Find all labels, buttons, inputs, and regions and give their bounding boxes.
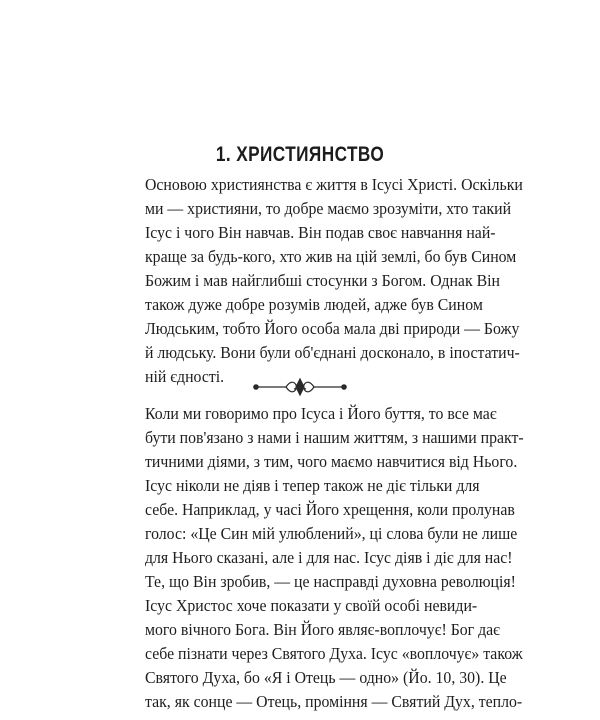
paragraph-2-line-2: бути пов'язано з нами і нашим життям, з нашими практ-: [145, 428, 524, 447]
paragraph-1-line-1: Основою християнства є життя в Ісусі Христі. Оскільки: [145, 175, 523, 194]
paragraph-3-line-1: Ісус Христос хоче показати у своїй особі невиди-: [145, 596, 478, 615]
paragraph-1-line-3: Ісус і чого Він навчав. Він подав своє навчання най-: [145, 223, 496, 242]
paragraph-3-line-5: так, як сонце — Отець, проміння — Святий Дух, тепло-: [145, 692, 523, 711]
paragraph-2-line-1: Коли ми говоримо про Ісуса і Його буття, то все має: [145, 404, 497, 423]
paragraph-3-line-2: мого вічного Бога. Він Його являє-воплочує! Бог дає: [145, 620, 500, 639]
paragraph-1-line-2: ми — християни, то добре маємо зрозуміти, хто такий: [145, 199, 512, 218]
paragraph-2-line-8: Те, що Він зробив, — це насправді духовна революція!: [145, 572, 516, 591]
paragraph-3-line-3: себе пізнати через Святого Духа. Ісус «воплочує» також: [145, 644, 523, 663]
paragraph-2-line-3: тичними діями, з тим, чого маємо навчитися від Нього.: [145, 452, 518, 471]
paragraph-1-line-8: й людську. Вони були об'єднані досконало, в іпостатич-: [145, 343, 520, 362]
paragraph-2-line-7: для Нього сказані, але і для нас. Ісус діяв і діє для нас!: [145, 548, 513, 567]
paragraph-1-line-4: краще за будь-кого, хто жив на цій землі, бо був Сином: [145, 247, 517, 266]
paragraph-1-line-5: Божим і мав найглибші стосунки з Богом. Однак Він: [145, 271, 500, 290]
paragraph-1-line-9: ній єдності.: [145, 367, 225, 386]
paragraph-2-line-5: себе. Наприклад, у часі Його хрещення, коли пролунав: [145, 500, 515, 519]
chapter-title: 1. ХРИСТИЯНСТВО: [215, 143, 385, 166]
paragraph-3-line-4: Святого Духа, бо «Я і Отець — одно» (Йо. 10, 30). Це: [145, 668, 507, 687]
paragraph-1-line-6: також дуже добре розумів людей, адже був Сином: [145, 295, 483, 314]
paragraph-2-line-4: Ісус ніколи не діяв і тепер також не діє тільки для: [145, 476, 480, 495]
paragraph-2-line-6: голос: «Це Син мій улюблений», ці слова були не лише: [145, 524, 518, 543]
paragraph-1-line-7: Людським, тобто Його особа мала дві природи — Божу: [145, 319, 520, 338]
